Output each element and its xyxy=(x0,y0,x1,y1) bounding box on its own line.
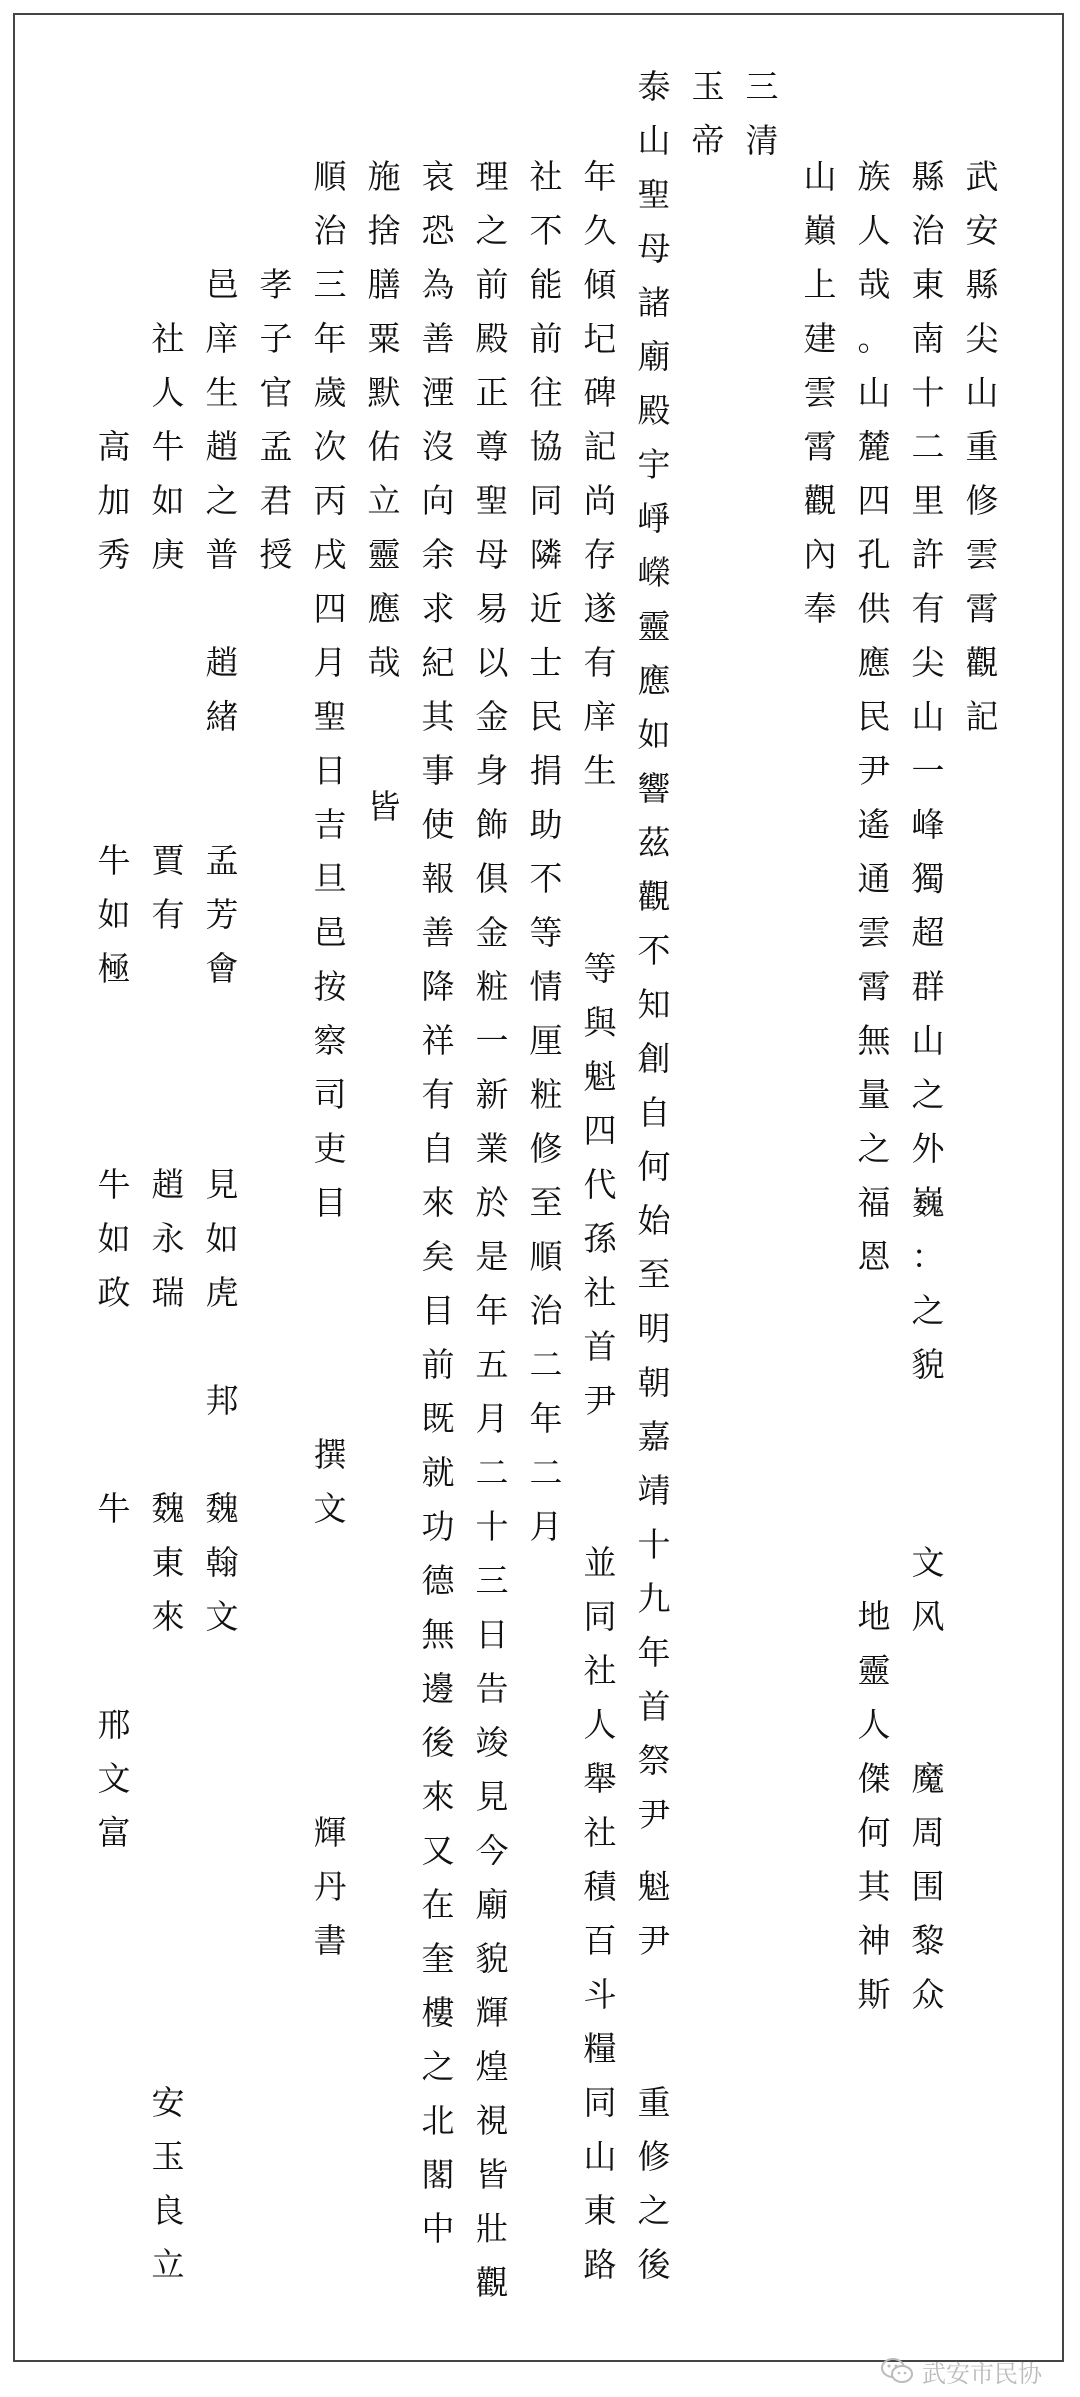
inscription-column: 順 治 三 年 歲 次 丙 戌 四 月 聖 日 吉 旦 邑 按 察 司 吏 目 xyxy=(313,157,347,1222)
inscription-column: 魁 尹 xyxy=(637,1867,671,1960)
inscription-column: 魏 翰 文 xyxy=(205,1489,239,1636)
inscription-column: 皆 xyxy=(367,787,401,826)
inscription-column: 安 玉 良 立 xyxy=(151,2083,185,2284)
inscription-column: 山 巔 上 建 雲 霄 觀 內 奉 xyxy=(803,157,837,628)
inscription-column: 見 如 虎 xyxy=(205,1165,239,1312)
inscription-column: 泰 山 聖 母 諸 廟 殿 宇 崢 嶸 靈 應 如 響 茲 觀 不 知 創 自 何 始 至 明 朝 嘉 靖 十 九 年 首 祭 尹 xyxy=(637,67,671,1834)
inscription-column: 等 與 魁 四 代 孫 社 首 尹 xyxy=(583,949,617,1420)
inscription-column: 孝 子 官 孟 君 授 xyxy=(259,265,293,574)
inscription-column: 賈 有 xyxy=(151,841,185,934)
inscription-column: 邦 xyxy=(205,1381,239,1420)
inscription-column: 輝 丹 書 xyxy=(313,1813,347,1960)
inscription-column: 孟 芳 會 xyxy=(205,841,239,988)
inscription-column: 社 人 牛 如 庚 xyxy=(151,319,185,574)
inscription-column: 趙 永 瑞 xyxy=(151,1165,185,1312)
inscription-column: 魏 東 來 xyxy=(151,1489,185,1636)
inscription-column: 三 清 xyxy=(745,67,779,160)
inscription-column: 並 同 社 人 舉 社 積 百 斗 糧 同 山 東 路 xyxy=(583,1543,617,2284)
inscription-column: 邢 文 富 xyxy=(97,1705,131,1852)
inscription-column: 玉 帝 xyxy=(691,67,725,160)
inscription-column: 牛 如 極 xyxy=(97,841,131,988)
inscription-column: 牛 如 政 xyxy=(97,1165,131,1312)
watermark xyxy=(880,2351,1042,2391)
inscription-column: 趙 緒 xyxy=(205,643,239,736)
inscription-column: 縣 治 東 南 十 二 里 許 有 尖 山 一 峰 獨 超 群 山 之 外 巍 ： 之 貌 xyxy=(911,157,945,1384)
inscription-column: 族 人 哉 。 山 麓 四 孔 供 應 民 尹 遙 通 雲 霄 無 量 之 福 恩 xyxy=(857,157,891,1276)
inscription-column: 哀 恐 為 善 湮 沒 向 余 求 紀 其 事 使 報 善 降 祥 有 自 來 矣 目 前 既 就 功 德 無 邊 後 來 又 在 奎 樓 之 北 閣 中 xyxy=(421,157,455,2248)
inscription-column: 撰 文 xyxy=(313,1435,347,1528)
inscription-column: 理 之 前 殿 正 尊 聖 母 易 以 金 身 飾 俱 金 粧 一 新 業 於 是 年 五 月 二 十 三 日 告 竣 見 今 廟 貌 輝 煌 視 皆 壯 觀 xyxy=(475,157,509,2302)
inscription-column: 文 风 xyxy=(911,1543,945,1636)
watermark-text: 武安市民协 xyxy=(922,2359,1042,2388)
inscription-column: 地 靈 人 傑 何 其 神 斯 xyxy=(857,1597,891,2014)
inscription-column: 施 捨 膳 粟 默 佑 立 靈 應 哉 xyxy=(367,157,401,682)
inscription-column: 牛 xyxy=(97,1489,131,1528)
inscription-column: 社 不 能 前 往 協 同 隣 近 士 民 捐 助 不 等 情 厘 粧 修 至 順 治 二 年 二 月 xyxy=(529,157,563,1546)
wechat-icon xyxy=(880,2357,914,2385)
inscription-column: 重 修 之 後 xyxy=(637,2083,671,2284)
inscription-column: 武 安 縣 尖 山 重 修 雲 霄 觀 記 xyxy=(965,157,999,736)
inscription-column: 年 久 傾 圮 碑 記 尚 存 遂 有 庠 生 xyxy=(583,157,617,790)
inscription-column: 邑 庠 生 趙 之 普 xyxy=(205,265,239,574)
inscription-column: 魔 周 围 黎 众 xyxy=(911,1759,945,2014)
inscription-column: 高 加 秀 xyxy=(97,427,131,574)
